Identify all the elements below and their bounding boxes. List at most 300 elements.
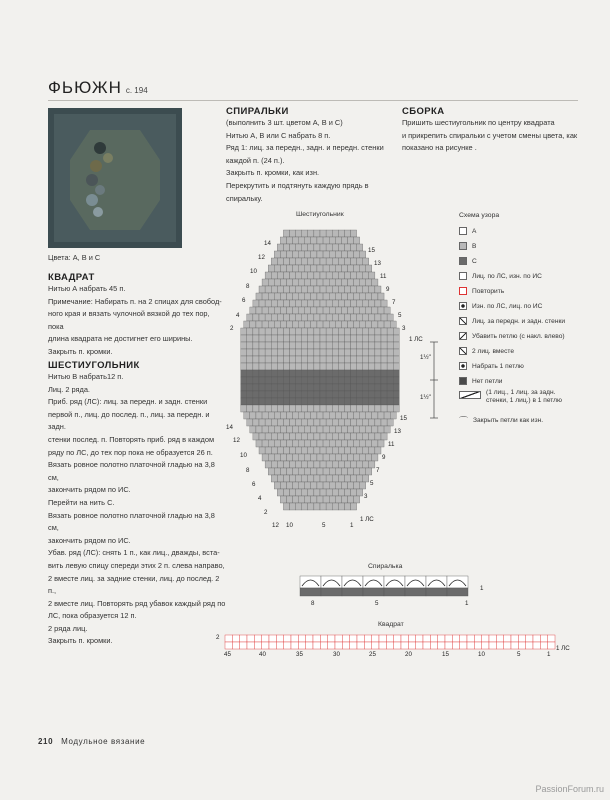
- square-cell: [511, 642, 518, 649]
- hex-cell: [351, 258, 357, 265]
- hex-cell: [344, 286, 350, 293]
- hex-cell: [351, 356, 357, 363]
- square-cell: [460, 635, 467, 642]
- hex-cell: [393, 363, 399, 370]
- hex-cell: [338, 328, 344, 335]
- hex-cell: [384, 412, 390, 419]
- hex-cell: [375, 349, 381, 356]
- hex-cell: [247, 342, 253, 349]
- hex-cell: [296, 258, 302, 265]
- hex-cell: [320, 489, 326, 496]
- hex-cell: [338, 419, 344, 426]
- hex-cell: [357, 363, 363, 370]
- square-cell: [364, 635, 371, 642]
- hex-cell: [290, 363, 296, 370]
- hex-cell: [305, 482, 311, 489]
- hex-cell: [369, 377, 375, 384]
- hex-cell: [265, 405, 271, 412]
- hex-cell: [299, 279, 305, 286]
- square-cell: [342, 642, 349, 649]
- square-cell: [262, 642, 269, 649]
- square-cell: [511, 635, 518, 642]
- square-cell: [423, 642, 430, 649]
- square-cell: [430, 635, 437, 642]
- hex-cell: [283, 300, 289, 307]
- hex-cell: [247, 328, 253, 335]
- hexagon-line: 2 вместе лиц. Повторять ряд убавок каждый ряд по: [48, 598, 226, 608]
- k2tog-icon: [459, 347, 467, 355]
- square-cell: [408, 635, 415, 642]
- hex-cell: [302, 335, 308, 342]
- hex-cell: [329, 412, 335, 419]
- hex-cell: [283, 244, 289, 251]
- hex-cell: [369, 405, 375, 412]
- square-cell: [254, 642, 261, 649]
- hex-cell: [320, 286, 326, 293]
- hex-row-label: 9: [386, 286, 390, 293]
- square-cell: [291, 642, 298, 649]
- hex-cell: [262, 279, 268, 286]
- hex-cell: [259, 349, 265, 356]
- assembly-heading: СБОРКА: [402, 106, 445, 117]
- hex-cell: [357, 384, 363, 391]
- hex-cell: [320, 419, 326, 426]
- hex-cell: [363, 475, 369, 482]
- square-cell: [357, 642, 364, 649]
- square-cell: [342, 635, 349, 642]
- legend-title: Схема узора: [459, 212, 500, 219]
- hex-cell: [347, 440, 353, 447]
- hex-cell: [347, 426, 353, 433]
- hex-cell: [326, 461, 332, 468]
- hex-cell: [259, 335, 265, 342]
- hex-cell: [290, 433, 296, 440]
- hex-cell: [351, 370, 357, 377]
- hex-cell: [320, 230, 326, 237]
- hex-cell: [354, 412, 360, 419]
- hex-cell: [366, 321, 372, 328]
- hex-cell: [326, 335, 332, 342]
- hex-cell: [296, 433, 302, 440]
- hex-cell: [290, 461, 296, 468]
- hex-cell: [341, 251, 347, 258]
- hex-cell: [335, 454, 341, 461]
- hex-cell: [329, 251, 335, 258]
- hex-cell: [338, 244, 344, 251]
- hex-cell: [274, 482, 280, 489]
- hex-cell: [326, 342, 332, 349]
- hex-cell: [393, 370, 399, 377]
- hex-cell: [317, 454, 323, 461]
- hex-row-label: 12: [233, 437, 240, 444]
- spiral-bottom-cell: [426, 588, 447, 596]
- hex-cell: [357, 377, 363, 384]
- square-line: длина квадрата не достигнет его ширины.: [48, 334, 193, 344]
- hex-cell: [314, 447, 320, 454]
- hex-cell: [259, 286, 265, 293]
- assembly-section: [402, 106, 582, 155]
- hex-cell: [271, 349, 277, 356]
- hex-cell: [280, 237, 286, 244]
- hex-row-label: 7: [392, 299, 396, 306]
- hex-cell: [280, 440, 286, 447]
- hex-cell: [302, 419, 308, 426]
- hex-cell: [351, 349, 357, 356]
- hex-cell: [338, 489, 344, 496]
- hex-cell: [338, 335, 344, 342]
- hex-cell: [280, 482, 286, 489]
- hex-cell: [354, 237, 360, 244]
- hex-cell: [268, 468, 274, 475]
- hex-cell: [253, 328, 259, 335]
- hex-cell: [302, 349, 308, 356]
- hex-cell: [290, 398, 296, 405]
- hexagon-line: Нитью В набрать12 п.: [48, 372, 124, 381]
- hex-cell: [344, 300, 350, 307]
- square-cell: [496, 642, 503, 649]
- hex-cell: [296, 244, 302, 251]
- hex-cell: [314, 314, 320, 321]
- hex-cell: [320, 391, 326, 398]
- hex-cell: [314, 384, 320, 391]
- hex-cell: [332, 286, 338, 293]
- square-cell: [548, 642, 555, 649]
- hex-cell: [293, 496, 299, 503]
- hex-row-label: 9: [382, 454, 386, 461]
- hex-row-label: 15: [368, 247, 375, 254]
- hex-cell: [308, 342, 314, 349]
- hex-cell: [344, 433, 350, 440]
- hex-cell: [283, 384, 289, 391]
- square-line: ного края и вязать чулочной вязкой до тех пор, пока: [48, 309, 210, 331]
- purl-icon: [459, 302, 467, 310]
- hex-cell: [393, 328, 399, 335]
- knit-icon: [459, 272, 467, 280]
- spiral-top-cell: [300, 576, 321, 588]
- hex-cell: [381, 300, 387, 307]
- hex-cell: [308, 349, 314, 356]
- hex-cell: [308, 244, 314, 251]
- hex-cell: [286, 412, 292, 419]
- hex-cell: [387, 370, 393, 377]
- hex-cell: [390, 412, 396, 419]
- hex-cell: [314, 335, 320, 342]
- hex-cell: [320, 398, 326, 405]
- hex-cell: [357, 286, 363, 293]
- hex-cell: [329, 426, 335, 433]
- hex-cell: [351, 363, 357, 370]
- hex-cell: [347, 251, 353, 258]
- hex-cell: [344, 230, 350, 237]
- hex-cell: [320, 377, 326, 384]
- hex-cell: [344, 398, 350, 405]
- ssk-icon: [459, 332, 467, 340]
- hex-row-label: 7: [376, 467, 380, 474]
- hex-cell: [338, 405, 344, 412]
- square-cell: [445, 642, 452, 649]
- hex-cell: [363, 349, 369, 356]
- hex-measure: 1½": [420, 394, 431, 401]
- hex-cell: [354, 454, 360, 461]
- hex-cell: [283, 328, 289, 335]
- hex-cell: [277, 363, 283, 370]
- hex-cell: [323, 265, 329, 272]
- square-cell: [328, 635, 335, 642]
- square-cell: [474, 642, 481, 649]
- hex-cell: [271, 398, 277, 405]
- hex-cell: [308, 314, 314, 321]
- hex-cell: [271, 405, 277, 412]
- hex-cell: [354, 440, 360, 447]
- hex-cell: [283, 433, 289, 440]
- hex-cell: [314, 433, 320, 440]
- hex-row-label: 4: [236, 312, 240, 319]
- hex-cell: [271, 272, 277, 279]
- hex-cell: [311, 279, 317, 286]
- hex-cell: [323, 426, 329, 433]
- hex-cell: [271, 433, 277, 440]
- hex-cell: [293, 279, 299, 286]
- hex-cell: [271, 335, 277, 342]
- hex-cell: [357, 370, 363, 377]
- hex-cell: [277, 391, 283, 398]
- hex-cell: [341, 293, 347, 300]
- hex-cell: [387, 377, 393, 384]
- hex-cell: [335, 440, 341, 447]
- hex-cell: [363, 384, 369, 391]
- hex-cell: [332, 328, 338, 335]
- hex-col-label: 5: [322, 522, 326, 529]
- hex-cell: [341, 412, 347, 419]
- hex-cell: [290, 384, 296, 391]
- hex-cell: [314, 405, 320, 412]
- hex-cell: [329, 279, 335, 286]
- hex-cell: [265, 398, 271, 405]
- hex-cell: [341, 482, 347, 489]
- hex-cell: [351, 398, 357, 405]
- hex-cell: [250, 426, 256, 433]
- spiral-col-label: 1: [465, 600, 469, 607]
- repeat-icon: [459, 287, 467, 295]
- hex-cell: [277, 447, 283, 454]
- hex-cell: [283, 398, 289, 405]
- hex-cell: [293, 468, 299, 475]
- hex-cell: [308, 475, 314, 482]
- square-cell: [247, 642, 254, 649]
- hex-cell: [375, 300, 381, 307]
- hex-cell: [381, 384, 387, 391]
- legend-item: В: [459, 239, 476, 253]
- spirals-line: Ряд 1: лиц. за передн., задн. и передн. стенки: [226, 143, 384, 153]
- square-cell: [401, 635, 408, 642]
- hex-cell: [277, 349, 283, 356]
- hex-cell: [293, 482, 299, 489]
- hex-cell: [344, 335, 350, 342]
- hex-cell: [302, 433, 308, 440]
- hex-cell: [335, 307, 341, 314]
- hex-cell: [286, 279, 292, 286]
- hex-cell: [274, 426, 280, 433]
- hex-cell: [314, 489, 320, 496]
- hex-cell: [262, 454, 268, 461]
- hex-cell: [311, 321, 317, 328]
- hex-cell: [308, 370, 314, 377]
- hex-cell: [369, 335, 375, 342]
- hex-row-label: 13: [394, 428, 401, 435]
- hex-cell: [393, 342, 399, 349]
- hex-cell: [317, 412, 323, 419]
- hex-cell: [302, 244, 308, 251]
- hex-cell: [265, 433, 271, 440]
- hex-cell: [296, 314, 302, 321]
- hex-cell: [314, 328, 320, 335]
- hex-cell: [351, 433, 357, 440]
- kfbf-icon: [459, 391, 481, 399]
- hex-cell: [296, 447, 302, 454]
- hex-cell: [314, 356, 320, 363]
- hex-cell: [341, 307, 347, 314]
- square-cell: [474, 635, 481, 642]
- hex-cell: [326, 391, 332, 398]
- hex-cell: [271, 356, 277, 363]
- hex-cell: [259, 300, 265, 307]
- spiral-bottom-cell: [321, 588, 342, 596]
- hex-cell: [320, 363, 326, 370]
- hex-cell: [280, 496, 286, 503]
- hex-cell: [344, 244, 350, 251]
- hex-cell: [332, 335, 338, 342]
- spiral-row-label: 1: [480, 585, 484, 592]
- hex-cell: [293, 307, 299, 314]
- swatch-c-icon: [459, 257, 467, 265]
- hex-cell: [283, 391, 289, 398]
- hex-cell: [351, 503, 357, 510]
- hex-cell: [274, 293, 280, 300]
- hex-cell: [366, 468, 372, 475]
- hex-cell: [363, 419, 369, 426]
- hex-cell: [320, 356, 326, 363]
- hex-cell: [241, 356, 247, 363]
- hex-cell: [253, 363, 259, 370]
- legend-item: Нет петли: [459, 374, 503, 388]
- hex-cell: [338, 363, 344, 370]
- hex-cell: [283, 230, 289, 237]
- hex-cell: [344, 356, 350, 363]
- hex-col-label: 12: [272, 522, 279, 529]
- hex-cell: [277, 475, 283, 482]
- hex-cell: [280, 251, 286, 258]
- hex-cell: [384, 307, 390, 314]
- square-cell: [364, 642, 371, 649]
- hex-cell: [308, 391, 314, 398]
- hex-cell: [363, 300, 369, 307]
- hex-cell: [354, 279, 360, 286]
- hex-cell: [290, 258, 296, 265]
- hex-cell: [347, 482, 353, 489]
- legend-item: Повторить: [459, 284, 504, 298]
- hex-row-label: 2: [264, 509, 268, 516]
- hex-cell: [311, 482, 317, 489]
- hex-cell: [372, 293, 378, 300]
- hex-cell: [323, 412, 329, 419]
- hex-cell: [262, 307, 268, 314]
- hex-cell: [262, 440, 268, 447]
- square-cell: [416, 635, 423, 642]
- square-cell: [489, 635, 496, 642]
- hex-cell: [262, 293, 268, 300]
- hex-cell: [363, 405, 369, 412]
- hex-cell: [311, 265, 317, 272]
- hex-cell: [320, 349, 326, 356]
- square-cell: [423, 635, 430, 642]
- hex-cell: [332, 370, 338, 377]
- hex-cell: [384, 321, 390, 328]
- hex-cell: [290, 391, 296, 398]
- hex-cell: [393, 398, 399, 405]
- hex-cell: [357, 398, 363, 405]
- hex-cell: [378, 426, 384, 433]
- hex-cell: [375, 314, 381, 321]
- hex-cell: [381, 328, 387, 335]
- kfb-icon: [459, 317, 467, 325]
- square-cell: [306, 635, 313, 642]
- hex-cell: [329, 237, 335, 244]
- square-cell: [313, 642, 320, 649]
- book-title: Модульное вязание: [61, 737, 146, 746]
- hex-cell: [344, 503, 350, 510]
- square-cell: [262, 635, 269, 642]
- hex-cell: [305, 496, 311, 503]
- hex-cell: [335, 412, 341, 419]
- square-cell: [533, 635, 540, 642]
- hex-cell: [302, 356, 308, 363]
- hex-cell: [256, 440, 262, 447]
- hex-cell: [311, 454, 317, 461]
- hex-cell: [311, 496, 317, 503]
- square-cell: [401, 642, 408, 649]
- spirals-line: Нитью А, В или С набрать 8 п.: [226, 130, 331, 140]
- hex-cell: [326, 314, 332, 321]
- page-number: 210: [38, 737, 54, 746]
- square-cell: [240, 635, 247, 642]
- hex-cell: [308, 328, 314, 335]
- square-cell: [350, 642, 357, 649]
- hex-row-label: 11: [388, 441, 395, 448]
- hex-cell: [271, 419, 277, 426]
- hex-cell: [363, 370, 369, 377]
- hex-cell: [271, 363, 277, 370]
- hex-cell: [360, 482, 366, 489]
- hex-cell: [256, 426, 262, 433]
- hex-cell: [363, 342, 369, 349]
- hex-cell: [283, 314, 289, 321]
- hex-cell: [366, 412, 372, 419]
- hex-cell: [277, 356, 283, 363]
- square-cell: [489, 642, 496, 649]
- hex-cell: [265, 335, 271, 342]
- hex-cell: [335, 265, 341, 272]
- hex-cell: [244, 321, 250, 328]
- hex-cell: [317, 426, 323, 433]
- square-cell: [379, 635, 386, 642]
- hex-cell: [253, 356, 259, 363]
- square-cell: [254, 635, 261, 642]
- square-cell: [350, 635, 357, 642]
- hex-cell: [341, 237, 347, 244]
- hex-cell: [314, 419, 320, 426]
- legend-item: С: [459, 254, 477, 268]
- hex-cell: [326, 300, 332, 307]
